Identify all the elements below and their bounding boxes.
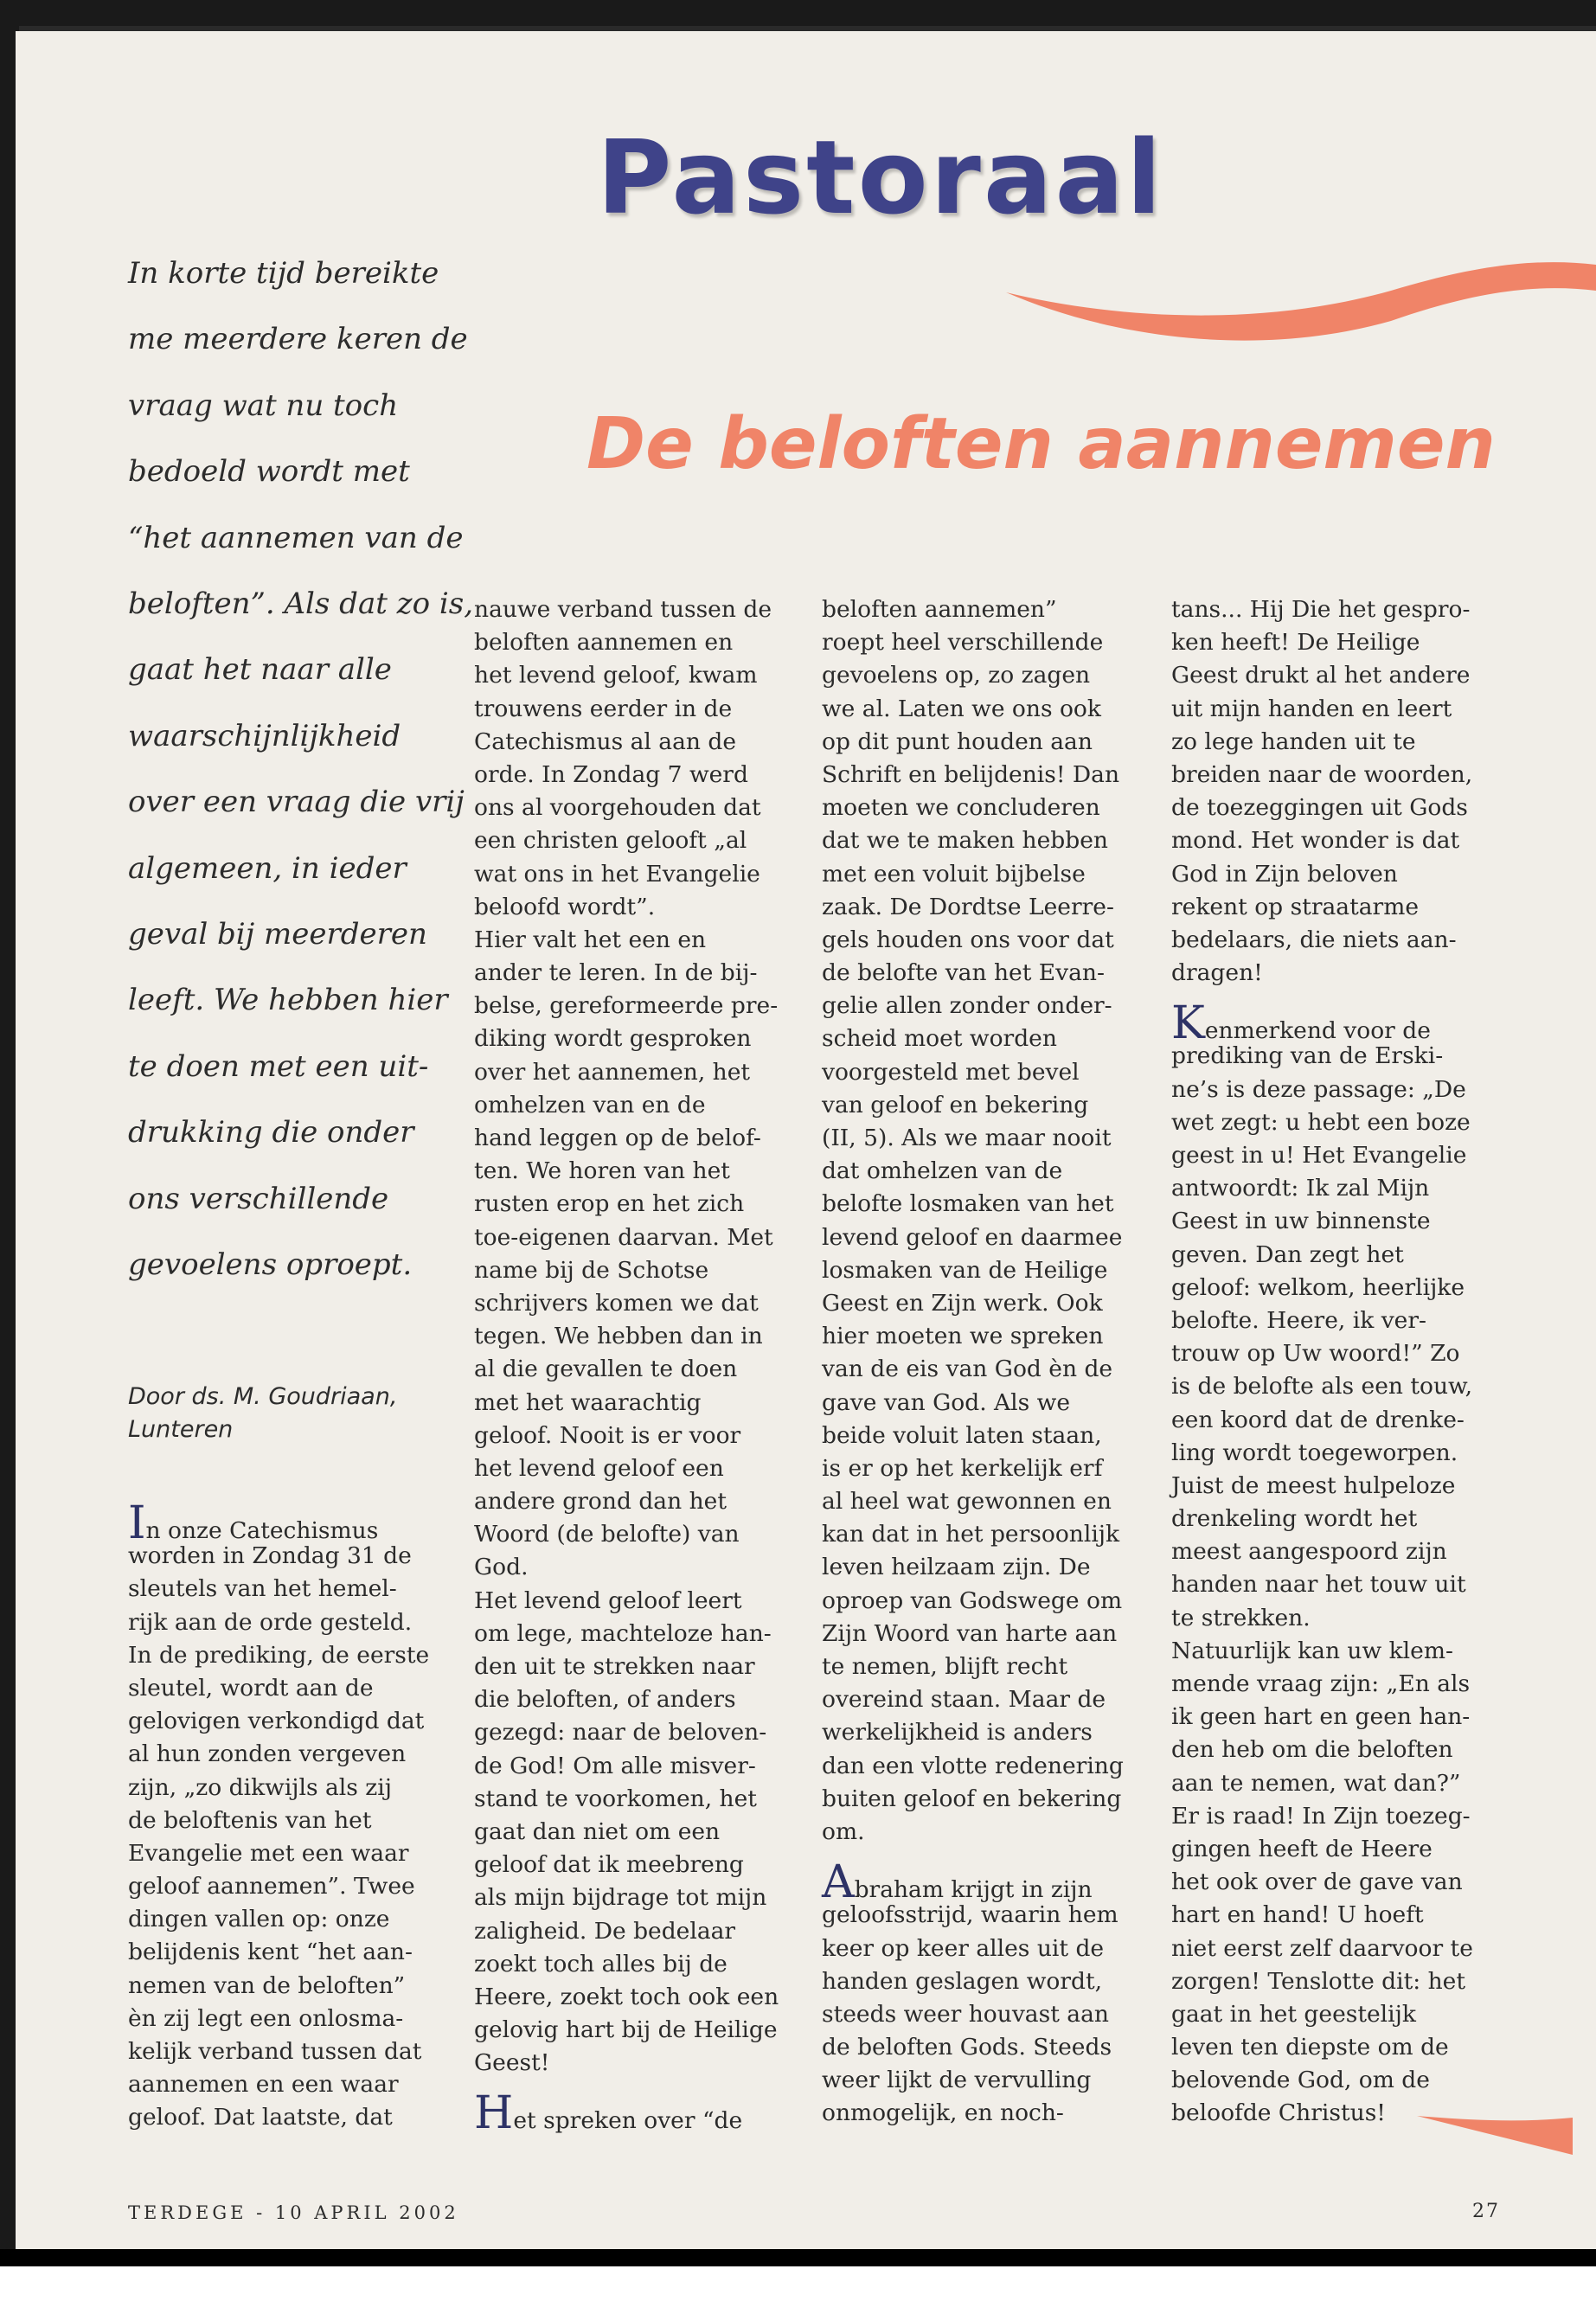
column-line: hand leggen op de belof- bbox=[474, 1125, 761, 1151]
scan-bottom-margin bbox=[0, 2266, 1596, 2301]
column-line: Geest! bbox=[474, 2049, 550, 2077]
column-line-text: enmerkend voor de bbox=[1204, 1017, 1431, 1045]
column-line: gelovigen verkondigd dat bbox=[128, 1708, 425, 1735]
column-line: handen naar het touw uit bbox=[1171, 1571, 1466, 1599]
column-line: geloof: welkom, heerlijke bbox=[1171, 1273, 1465, 1301]
column-line: beloofde Christus! bbox=[1171, 2099, 1386, 2127]
column-line: gezegd: naar de beloven- bbox=[474, 1719, 767, 1747]
column-line: geest in u! Het Evangelie bbox=[1171, 1142, 1467, 1169]
column-line: gelovig hart bij de Heilige bbox=[474, 2016, 778, 2044]
column-line: ten. We horen van het bbox=[474, 1157, 730, 1185]
column-line: niet eerst zelf daarvoor te bbox=[1171, 1934, 1473, 1962]
column-line: God in Zijn beloven bbox=[1171, 860, 1398, 888]
byline-place: Lunteren bbox=[128, 1416, 234, 1443]
column-line: andere grond dan het bbox=[474, 1488, 727, 1516]
column-line: zorgen! Tenslotte dit: het bbox=[1171, 1967, 1466, 1995]
column-line: zo lege handen uit te bbox=[1171, 727, 1416, 755]
column-line: al die gevallen te doen bbox=[474, 1356, 738, 1383]
column-line: geloof. Nooit is er voor bbox=[474, 1421, 741, 1449]
column-line: kan dat in het persoonlijk bbox=[822, 1521, 1120, 1548]
column-line: sleutels van het hemel- bbox=[128, 1575, 397, 1603]
column-line: ling wordt toegeworpen. bbox=[1171, 1439, 1458, 1466]
column-line: uit mijn handen en leert bbox=[1171, 695, 1452, 722]
column-line: ken heeft! De Heilige bbox=[1171, 629, 1420, 657]
section-title: Pastoraal bbox=[597, 118, 1164, 237]
column-line: Juist de meest hulpeloze bbox=[1171, 1471, 1456, 1499]
column-line: dan een vlotte redenering bbox=[822, 1752, 1124, 1779]
column-line: dingen vallen op: onze bbox=[128, 1906, 390, 1933]
column-line: wat ons in het Evangelie bbox=[474, 860, 760, 888]
text-column-4 bbox=[1171, 593, 1500, 2131]
column-line: belofte losmaken van het bbox=[822, 1190, 1114, 1218]
column-line: de beloftenis van het bbox=[128, 1806, 372, 1834]
column-line: belijdenis kent “het aan- bbox=[128, 1939, 413, 1966]
column-line: belofte. Heere, ik ver- bbox=[1171, 1306, 1426, 1334]
column-line: beloften aannemen en bbox=[474, 629, 734, 657]
column-line: trouwens eerder in de bbox=[474, 695, 733, 722]
column-line: breiden naar de woorden, bbox=[1171, 760, 1473, 788]
column-line: we al. Laten we ons ook bbox=[822, 695, 1101, 722]
column-line: buiten geloof en bekering bbox=[822, 1785, 1122, 1812]
column-line: van geloof en bekering bbox=[822, 1091, 1089, 1118]
column-line: de beloften Gods. Steeds bbox=[822, 2034, 1112, 2061]
text-column-1 bbox=[128, 1497, 457, 2135]
column-line: worden in Zondag 31 de bbox=[128, 1542, 412, 1570]
column-line: rijk aan de orde gesteld. bbox=[128, 1608, 413, 1636]
text-column-3 bbox=[822, 593, 1151, 2131]
column-line: mond. Het wonder is dat bbox=[1171, 827, 1460, 855]
column-line: meest aangespoord zijn bbox=[1171, 1538, 1447, 1566]
drop-cap: K bbox=[1171, 997, 1205, 1050]
column-line: onmogelijk, en noch- bbox=[822, 2099, 1064, 2127]
column-line: God. bbox=[474, 1554, 529, 1581]
column-line: gevoelens op, zo zagen bbox=[822, 662, 1091, 689]
page-number: 27 bbox=[1472, 2201, 1500, 2222]
column-line: met een voluit bijbelse bbox=[822, 860, 1086, 888]
column-line: belse, gereformeerde pre- bbox=[474, 992, 779, 1020]
column-line: den uit te strekken naar bbox=[474, 1653, 755, 1680]
column-line bbox=[128, 1497, 457, 1549]
column-line: stand te voorkomen, het bbox=[474, 1785, 757, 1812]
column-line: omhelzen van en de bbox=[474, 1091, 706, 1118]
text-column-2 bbox=[474, 593, 803, 2140]
column-line: nemen van de beloften” bbox=[128, 1971, 406, 1999]
column-line: dat omhelzen van de bbox=[822, 1157, 1063, 1185]
column-line: voorgesteld met bevel bbox=[822, 1058, 1080, 1086]
column-line: gaat dan niet om een bbox=[474, 1817, 721, 1845]
column-line: gaat in het geestelijk bbox=[1171, 2000, 1416, 2028]
column-line: gelie allen zonder onder- bbox=[822, 992, 1112, 1020]
column-line: oproep van Godswege om bbox=[822, 1586, 1123, 1614]
column-line: ik geen hart en geen han- bbox=[1171, 1703, 1471, 1731]
column-line: weer lijkt de vervulling bbox=[822, 2067, 1092, 2094]
column-line: Geest en Zijn werk. Ook bbox=[822, 1289, 1103, 1317]
column-line: belovende God, om de bbox=[1171, 2067, 1430, 2094]
column-line: geloof dat ik meebreng bbox=[474, 1851, 744, 1879]
column-line: schrijvers komen we dat bbox=[474, 1289, 759, 1317]
column-line: het levend geloof, kwam bbox=[474, 662, 758, 689]
column-line: mende vraag zijn: „En als bbox=[1171, 1670, 1471, 1697]
column-line: drenkeling wordt het bbox=[1171, 1505, 1418, 1533]
column-line: overeind staan. Maar de bbox=[822, 1686, 1106, 1714]
column-line: die beloften, of anders bbox=[474, 1686, 736, 1714]
column-line: leven heilzaam zijn. De bbox=[822, 1554, 1091, 1581]
column-line: als mijn bijdrage tot mijn bbox=[474, 1884, 767, 1912]
article-title: De beloften aannemen bbox=[586, 403, 1496, 485]
column-line: Zijn Woord van harte aan bbox=[822, 1619, 1118, 1647]
column-line: Geest drukt al het andere bbox=[1171, 662, 1471, 689]
column-line: het levend geloof een bbox=[474, 1454, 724, 1482]
column-line: om lege, machteloze han- bbox=[474, 1619, 772, 1647]
magazine-page bbox=[16, 31, 1596, 2249]
column-line: trouw op Uw woord!” Zo bbox=[1171, 1340, 1460, 1368]
column-line-text: n onze Catechismus bbox=[145, 1517, 379, 1544]
column-line: zijn, „zo dikwijls als zij bbox=[128, 1773, 392, 1801]
column-line: geven. Dan zegt het bbox=[1171, 1240, 1404, 1268]
column-line: aan te nemen, wat dan?” bbox=[1171, 1769, 1461, 1797]
column-line: geloof. Dat laatste, dat bbox=[128, 2104, 393, 2131]
column-line: Woord (de belofte) van bbox=[474, 1521, 740, 1548]
column-line: is er op het kerkelijk erf bbox=[822, 1454, 1103, 1482]
column-line: nauwe verband tussen de bbox=[474, 596, 772, 623]
column-line: op dit punt houden aan bbox=[822, 727, 1093, 755]
column-line: het ook over de gave van bbox=[1171, 1868, 1463, 1896]
column-line: gels houden ons voor dat bbox=[822, 926, 1114, 953]
column-line: handen geslagen wordt, bbox=[822, 1967, 1103, 1995]
column-line: geloofsstrijd, waarin hem bbox=[822, 1901, 1118, 1929]
column-line: te strekken. bbox=[1171, 1604, 1311, 1631]
column-line: gingen heeft de Heere bbox=[1171, 1835, 1433, 1862]
column-line: levend geloof en daarmee bbox=[822, 1223, 1123, 1251]
column-line: zoekt toch alles bij de bbox=[474, 1950, 727, 1977]
column-line: keer op keer alles uit de bbox=[822, 1934, 1105, 1962]
column-line: steeds weer houvast aan bbox=[822, 2000, 1109, 2028]
column-line: moeten we concluderen bbox=[822, 794, 1100, 822]
column-line: leven ten diepste om de bbox=[1171, 2034, 1449, 2061]
column-line: bedelaars, die niets aan- bbox=[1171, 926, 1457, 953]
column-line: orde. In Zondag 7 werd bbox=[474, 760, 748, 788]
column-line: te nemen, blijft recht bbox=[822, 1653, 1068, 1680]
column-line: de belofte van het Evan- bbox=[822, 959, 1105, 987]
column-line: rusten erop en het zich bbox=[474, 1190, 745, 1218]
header-swoosh bbox=[1006, 262, 1596, 341]
column-line: (II, 5). Als we maar nooit bbox=[822, 1125, 1112, 1151]
column-line-text: braham krijgt in zijn bbox=[854, 1876, 1093, 1904]
column-line: Evangelie met een waar bbox=[128, 1839, 409, 1867]
column-line: Het levend geloof leert bbox=[474, 1586, 742, 1614]
column-line: de God! Om alle misver- bbox=[474, 1752, 756, 1779]
column-line: ons al voorgehouden dat bbox=[474, 794, 761, 822]
lead-paragraph bbox=[128, 240, 474, 1298]
byline-author: Door ds. M. Goudriaan, bbox=[128, 1383, 398, 1410]
column-line: dat we te maken hebben bbox=[822, 827, 1108, 855]
lead-text: In korte tijd bereikte me meerdere keren de vraag wat nu toch bedoeld wordt met “het aannemen van de beloften”. Als dat zo is, gaat het naar alle waarschijnlijkheid over een vraag die vrij algemeen, in ieder geval bij meerderen leeft. We hebben hier te doen met een uitdrukking die onder ons verschillende gevoelens oproept. bbox=[128, 256, 474, 1283]
column-line: Natuurlijk kan uw klem- bbox=[1171, 1637, 1453, 1664]
column-line: een christen gelooft „al bbox=[474, 827, 747, 855]
column-line: hart en hand! U hoeft bbox=[1171, 1901, 1424, 1929]
column-line: kelijk verband tussen dat bbox=[128, 2038, 422, 2065]
column-line: tans... Hij Die het gespro- bbox=[1171, 596, 1471, 623]
column-line: Er is raad! In Zijn toezeg- bbox=[1171, 1802, 1471, 1830]
column-line: rekent op straatarme bbox=[1171, 893, 1420, 920]
column-line: beide voluit laten staan, bbox=[822, 1421, 1102, 1449]
column-line: Geest in uw binnenste bbox=[1171, 1208, 1431, 1235]
drop-cap: H bbox=[474, 2087, 514, 2140]
column-line: al heel wat gewonnen en bbox=[822, 1488, 1112, 1516]
column-line: aannemen en een waar bbox=[128, 2071, 399, 2099]
drop-cap: I bbox=[128, 1497, 146, 1549]
column-line: In de prediking, de eerste bbox=[128, 1641, 430, 1669]
column-line: name bij de Schotse bbox=[474, 1256, 709, 1284]
column-line: gave van God. Als we bbox=[822, 1388, 1071, 1416]
column-line: zaligheid. De bedelaar bbox=[474, 1917, 736, 1945]
footer-publication: TERDEGE - 10 APRIL 2002 bbox=[128, 2202, 459, 2223]
column-line: beloofd wordt”. bbox=[474, 893, 656, 920]
column-line: al hun zonden vergeven bbox=[128, 1740, 407, 1768]
column-line: scheid moet worden bbox=[822, 1025, 1057, 1053]
column-line: toe-eigenen daarvan. Met bbox=[474, 1223, 773, 1251]
column-line: èn zij legt een onlosma- bbox=[128, 2004, 404, 2032]
column-line: om. bbox=[822, 1817, 865, 1845]
column-line bbox=[822, 1856, 1151, 1909]
column-line: zaak. De Dordtse Leerre- bbox=[822, 893, 1114, 920]
column-line bbox=[474, 2087, 803, 2140]
column-line: een koord dat de drenke- bbox=[1171, 1406, 1465, 1433]
column-line: Catechismus al aan de bbox=[474, 727, 737, 755]
column-line: geloof aannemen”. Twee bbox=[128, 1873, 415, 1900]
column-line: ne’s is deze passage: „De bbox=[1171, 1075, 1466, 1103]
column-line: Heere, zoekt toch ook een bbox=[474, 1983, 779, 2010]
drop-cap: A bbox=[822, 1856, 855, 1909]
column-line-text: et spreken over “de bbox=[513, 2107, 743, 2135]
column-line: is de belofte als een touw, bbox=[1171, 1373, 1472, 1400]
column-line: antwoordt: Ik zal Mijn bbox=[1171, 1175, 1430, 1202]
column-line: prediking van de Erski- bbox=[1171, 1042, 1444, 1070]
column-line: dragen! bbox=[1171, 959, 1263, 987]
column-line: ander te leren. In de bij- bbox=[474, 959, 758, 987]
column-line bbox=[1171, 997, 1500, 1050]
column-line: van de eis van God èn de bbox=[822, 1356, 1113, 1383]
column-line: met het waarachtig bbox=[474, 1388, 702, 1416]
column-line: Hier valt het een en bbox=[474, 926, 707, 953]
column-line: sleutel, wordt aan de bbox=[128, 1674, 374, 1702]
column-line: over het aannemen, het bbox=[474, 1058, 751, 1086]
column-line: beloften aannemen” bbox=[822, 596, 1057, 623]
column-line: tegen. We hebben dan in bbox=[474, 1323, 763, 1350]
column-line: Schrift en belijdenis! Dan bbox=[822, 760, 1120, 788]
column-line: roept heel verschillende bbox=[822, 629, 1104, 657]
column-line: de toezeggingen uit Gods bbox=[1171, 794, 1468, 822]
column-line: diking wordt gesproken bbox=[474, 1025, 752, 1053]
column-line: hier moeten we spreken bbox=[822, 1323, 1104, 1350]
column-line: werkelijkheid is anders bbox=[822, 1719, 1093, 1747]
column-line: losmaken van de Heilige bbox=[822, 1256, 1108, 1284]
byline bbox=[128, 1381, 474, 1446]
column-line: den heb om die beloften bbox=[1171, 1736, 1453, 1764]
column-line: wet zegt: u hebt een boze bbox=[1171, 1108, 1471, 1136]
